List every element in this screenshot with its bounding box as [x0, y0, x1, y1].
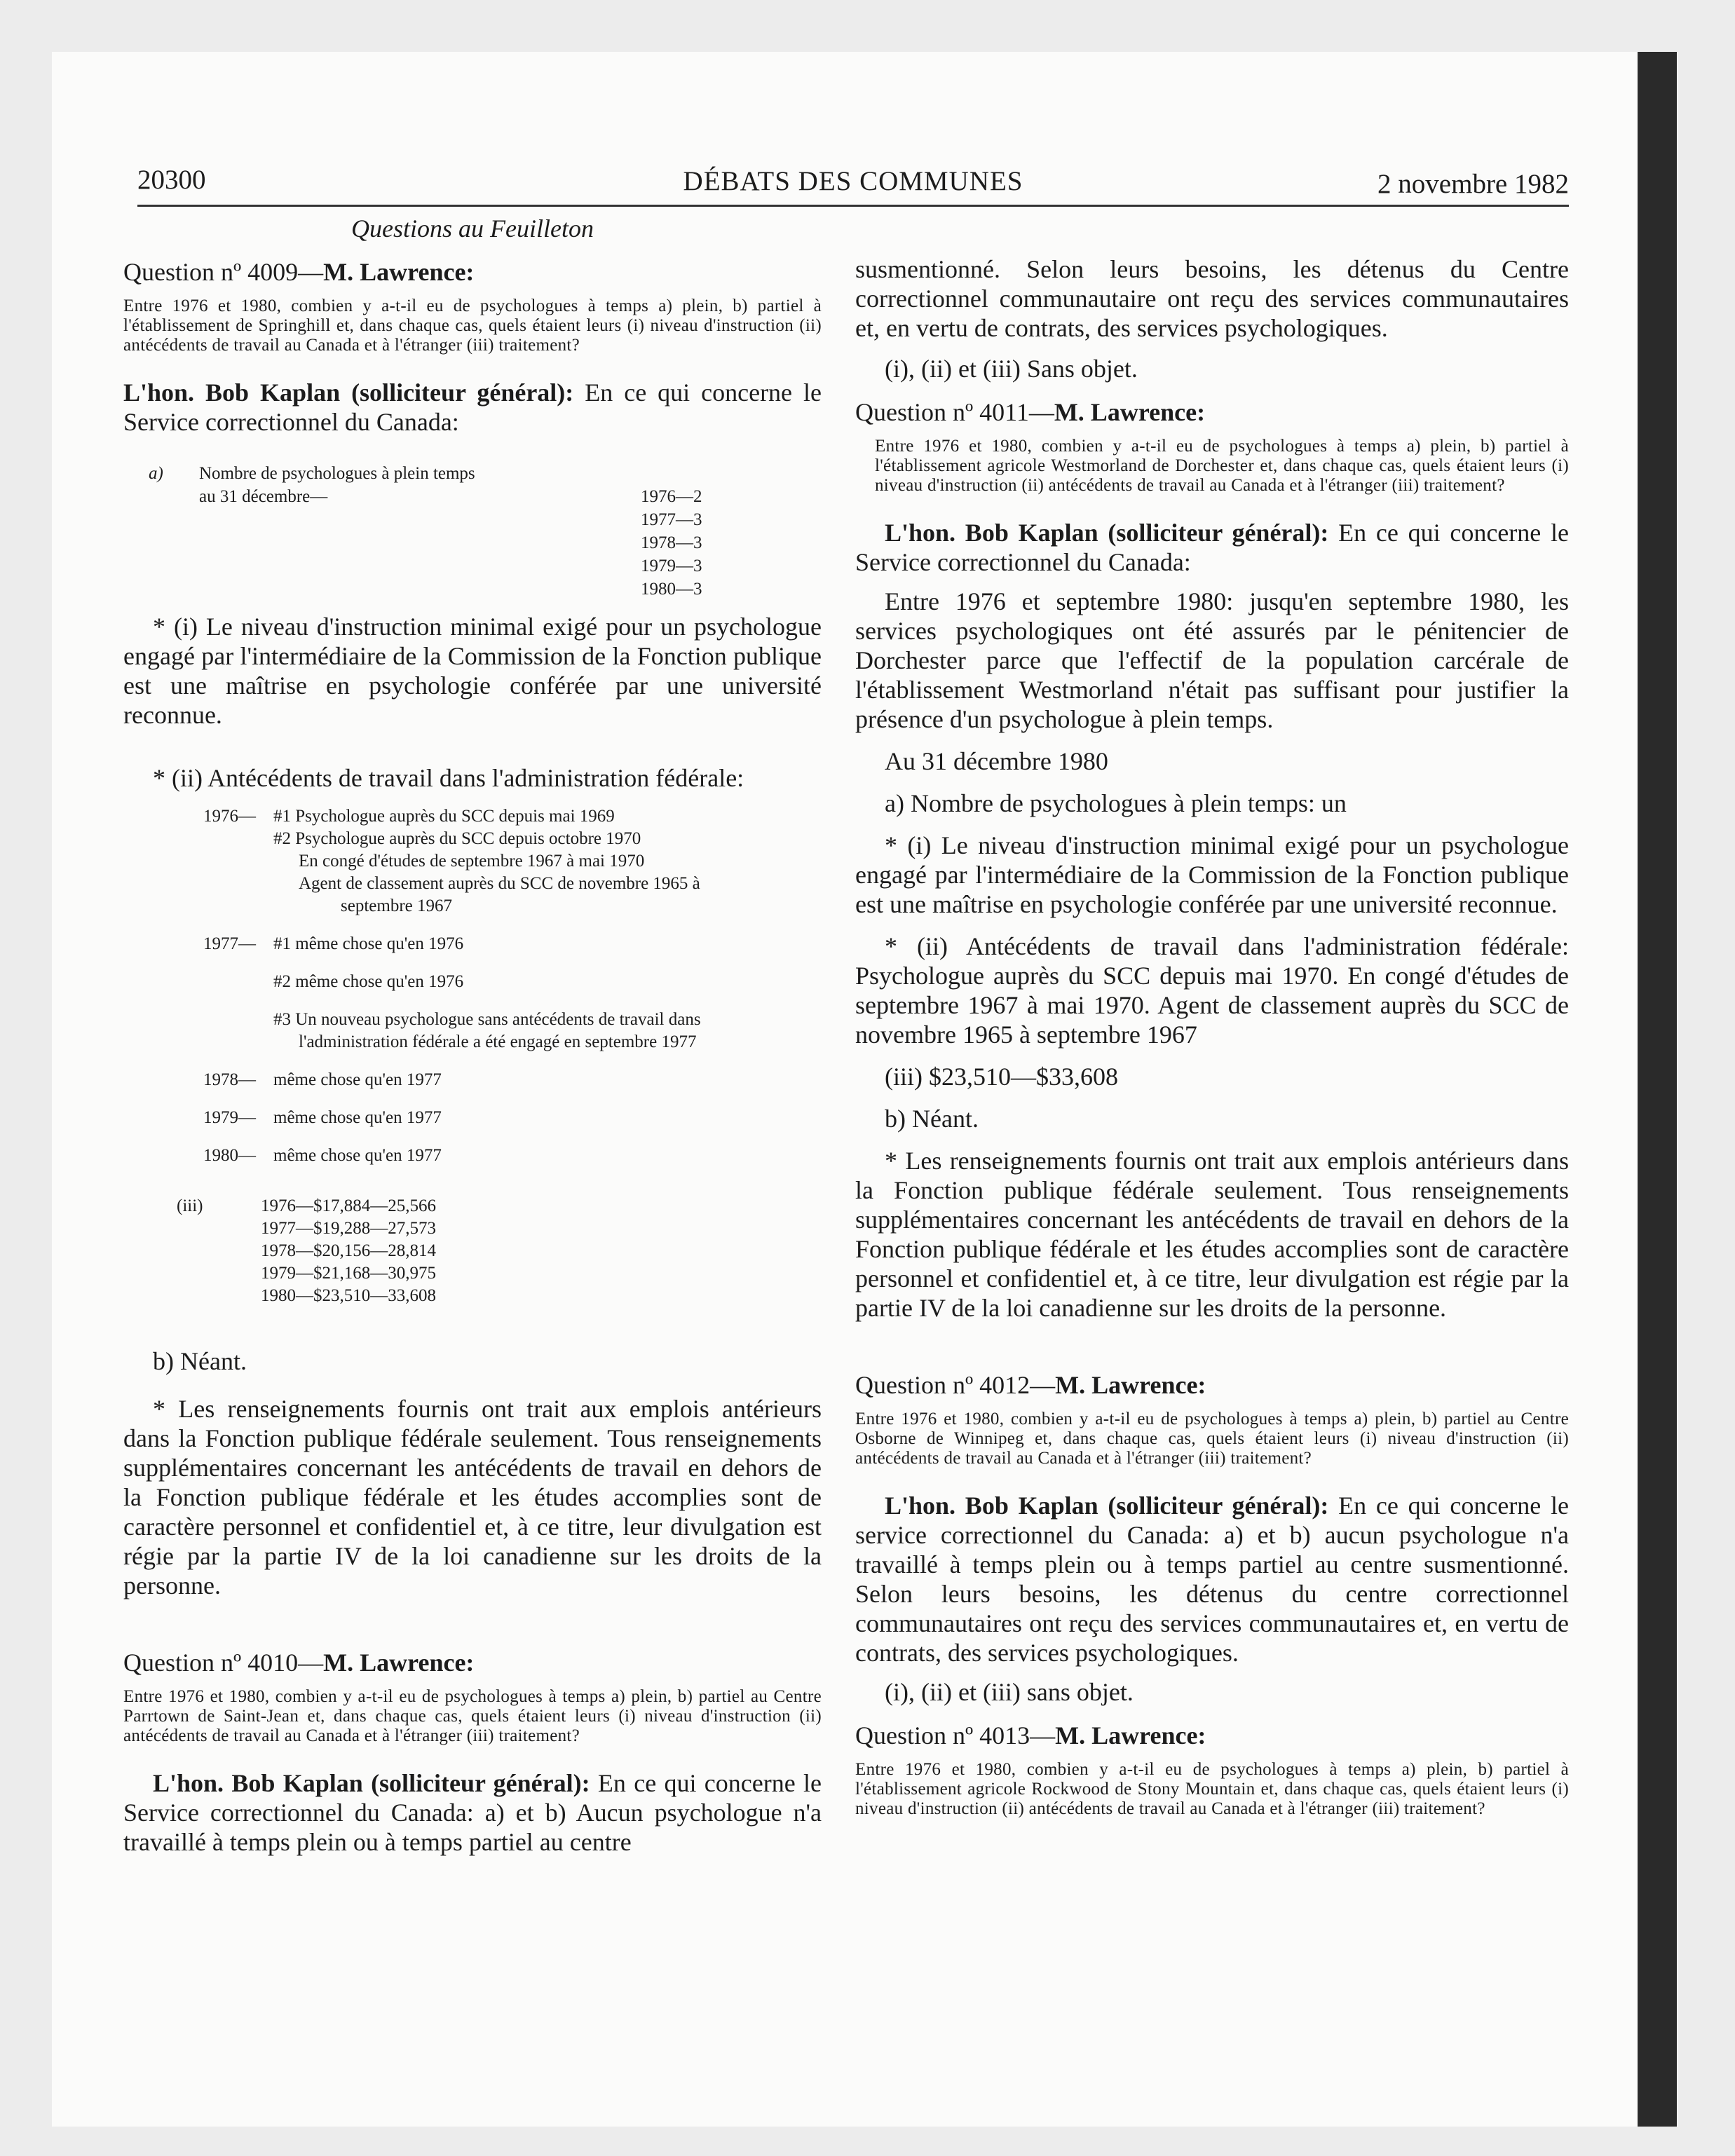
question-number: Question nº 4011—	[855, 398, 1054, 426]
member-name: M. Lawrence:	[1055, 1721, 1206, 1749]
answer-text: En ce qui concerne le Service correctionnel du Canada: a) et b) Aucun psychologue n'a travaillé à temps plein ou à temps partiel au centre	[123, 1769, 822, 1856]
history-year: 1979—	[203, 1108, 256, 1127]
history-item: l'administration fédérale a été engagé en septembre 1977	[299, 1032, 697, 1051]
question-4009-heading	[123, 257, 822, 287]
answer-text: En ce qui concerne le Service correctionnel du Canada:	[123, 378, 822, 436]
table-value: 1976—2	[641, 487, 702, 506]
speaker: L'hon. Bob Kaplan (solliciteur général):	[123, 378, 574, 407]
answer-4011-p1: Entre 1976 et septembre 1980: jusqu'en septembre 1980, les services psychologiques ont été assurés par le pénitencier de Dorchester parce que l'effectif de la population carcérale de l'établissement Westmorland n'était pas suffisant pour justifier la présence d'un psychologue à plein temps.	[855, 587, 1569, 733]
member-name: M. Lawrence:	[323, 258, 475, 286]
history-item: même chose qu'en 1977	[273, 1146, 442, 1165]
answer-4009-intro	[123, 378, 822, 437]
question-4009-text: Entre 1976 et 1980, combien y a-t-il eu de psychologues à temps a) plein, b) partiel à l'établissement de Springhill et, dans chaque cas, quels étaient leurs (i) niveau d'instruction (ii) antécédents de travail au Canada et à l'étranger (iii) traitement?	[123, 296, 822, 355]
answer-4011-p5: * (ii) Antécédents de travail dans l'administration fédérale: Psychologue auprès du SCC depuis mai 1970. En congé d'études de septembre 1967 à mai 1970. Agent de classement auprès du SCC de novembre 1965 à septembre 1967	[855, 932, 1569, 1049]
question-number: Question nº 4012—	[855, 1371, 1056, 1399]
history-item: En congé d'études de septembre 1967 à mai 1970	[299, 852, 645, 871]
scan-edge-bar	[1638, 52, 1677, 2127]
table-label: au 31 décembre—	[199, 487, 328, 506]
history-year: 1976—	[203, 807, 256, 826]
work-history-heading: * (ii) Antécédents de travail dans l'administration fédérale:	[153, 764, 744, 792]
salary-tag: (iii)	[177, 1196, 203, 1215]
question-4010-heading	[123, 1648, 822, 1677]
speaker: L'hon. Bob Kaplan (solliciteur général):	[153, 1769, 590, 1797]
answer-text: En ce qui concerne le service correctionnel du Canada: a) et b) aucun psychologue n'a travaillé à temps plein ou à temps partiel au centre susmentionné. Selon leurs besoins, les détenus du centre correctionnel communautaires ont reçu des services communautaires et, en vertu de contrats, des services psychologiques.	[855, 1492, 1569, 1667]
history-year: 1977—	[203, 934, 256, 953]
answer-4012	[855, 1491, 1569, 1667]
question-number: Question nº 4010—	[123, 1649, 324, 1677]
education-paragraph: * (i) Le niveau d'instruction minimal exigé pour un psychologue engagé par l'intermédiaire de la Commission de la Fonction publique est une maîtrise en psychologie conférée par une université reconnue.	[123, 613, 822, 729]
answer-4011-p7: b) Néant.	[885, 1105, 979, 1133]
table-label: Nombre de psychologues à plein temps	[199, 464, 475, 483]
salary-row: 1978—$20,156—28,814	[261, 1241, 436, 1260]
history-item: #3 Un nouveau psychologue sans antécédents de travail dans	[273, 1010, 701, 1029]
history-year: 1980—	[203, 1146, 256, 1165]
psychologist-count-table	[123, 462, 822, 601]
question-4013-heading	[855, 1721, 1569, 1750]
history-item: #1 même chose qu'en 1976	[273, 934, 464, 953]
history-item: même chose qu'en 1977	[273, 1070, 442, 1089]
member-name: M. Lawrence:	[1054, 398, 1206, 426]
table-value: 1980—3	[641, 580, 702, 599]
question-4012-heading	[855, 1370, 1569, 1400]
page-header	[137, 161, 1569, 207]
answer-4011-intro	[855, 518, 1569, 577]
history-item: septembre 1967	[341, 896, 452, 915]
history-item: même chose qu'en 1977	[273, 1108, 442, 1127]
member-name: M. Lawrence:	[323, 1649, 475, 1677]
publication-date: 2 novembre 1982	[1377, 169, 1569, 199]
salary-table	[123, 1195, 822, 1307]
answer-4010-continued: susmentionné. Selon leurs besoins, les détenus du Centre correctionnel communautaire ont reçu des services communautaires et, en vertu de contrats, des services psychologiques.	[855, 255, 1569, 342]
page-number: 20300	[137, 165, 206, 195]
right-column	[855, 214, 1569, 1841]
work-history-list	[123, 805, 822, 1167]
item-marker: a)	[149, 464, 163, 483]
table-value: 1979—3	[641, 557, 702, 575]
member-name: M. Lawrence:	[1055, 1371, 1206, 1399]
question-4010-text: Entre 1976 et 1980, combien y a-t-il eu de psychologues à temps a) plein, b) partiel au Centre Parrtown de Saint-Jean et, dans chaque cas, quels étaient leurs (i) niveau d'instruction (ii) antécédents de travail au Canada et à l'étranger (iii) traitement?	[123, 1687, 822, 1745]
history-year: 1978—	[203, 1070, 256, 1089]
answer-4010	[123, 1768, 822, 1857]
answer-4011-p2: Au 31 décembre 1980	[885, 747, 1108, 775]
salary-row: 1976—$17,884—25,566	[261, 1196, 436, 1215]
salary-row: 1980—$23,510—33,608	[261, 1286, 436, 1305]
speaker: L'hon. Bob Kaplan (solliciteur général):	[885, 519, 1329, 547]
table-value: 1978—3	[641, 533, 702, 552]
answer-text: En ce qui concerne le Service correctionnel du Canada:	[855, 519, 1569, 576]
history-item: Agent de classement auprès du SCC de novembre 1965 à	[299, 874, 700, 893]
question-number: Question nº 4013—	[855, 1721, 1056, 1749]
question-4012-text: Entre 1976 et 1980, combien y a-t-il eu de psychologues à temps a) plein, b) partiel au Centre Osborne de Winnipeg et, dans chaque cas, quels étaient leurs (i) niveau d'instruction (ii) antécédents de travail au Canada et à l'étranger (iii) traitement?	[855, 1410, 1569, 1468]
question-4013-text: Entre 1976 et 1980, combien y a-t-il eu de psychologues à temps a) plein, b) partiel à l'établissement agricole Rockwood de Stony Mountain et, dans chaque cas, quels étaient leurs (i) niveau d'instruction (ii) antécédents de travail au Canada et à l'étranger (iii) traitement?	[855, 1760, 1569, 1818]
answer-4012-iii: (i), (ii) et (iii) sans objet.	[885, 1678, 1134, 1706]
answer-4011-p4: * (i) Le niveau d'instruction minimal exigé pour un psychologue engagé par l'intermédiaire de la Commission de la Fonction publique est une maîtrise en psychologie conférée par une université reconnue.	[855, 831, 1569, 918]
table-value: 1977—3	[641, 510, 702, 529]
question-number: Question nº 4009—	[123, 258, 324, 286]
speaker: L'hon. Bob Kaplan (solliciteur général):	[885, 1492, 1329, 1520]
b-answer: b) Néant.	[153, 1347, 247, 1375]
publication-title: DÉBATS DES COMMUNES	[683, 166, 1023, 196]
question-4011-text: Entre 1976 et 1980, combien y a-t-il eu de psychologues à temps a) plein, b) partiel à l'établissement agricole Westmorland de Dorchester et, dans chaque cas, quels étaient leurs (i) niveau d'instruction (ii) antécédents de travail au Canada et à l'étranger (iii) traitement?	[875, 437, 1569, 495]
confidentiality-note: * Les renseignements fournis ont trait aux emplois antérieurs dans la Fonction publique fédérale seulement. Tous renseignements supplémentaires concernant les antécédents de travail en dehors de la Fonction publique fédérale et les études accomplies sont de caractère personnel et confidentiel et, à ce titre, leur divulgation est régie par la partie IV de la loi canadienne sur les droits de la personne.	[855, 1147, 1569, 1322]
left-column	[123, 214, 822, 1876]
question-4011-heading	[855, 397, 1569, 427]
history-item: #1 Psychologue auprès du SCC depuis mai 1969	[273, 807, 615, 826]
history-item: #2 Psychologue auprès du SCC depuis octobre 1970	[273, 829, 641, 848]
answer-4011-p3: a) Nombre de psychologues à plein temps: un	[885, 789, 1347, 817]
answer-4011-p6: (iii) $23,510—$33,608	[885, 1063, 1118, 1091]
salary-row: 1979—$21,168—30,975	[261, 1264, 436, 1283]
confidentiality-note: * Les renseignements fournis ont trait aux emplois antérieurs dans la Fonction publique fédérale seulement. Tous renseignements supplémentaires concernant les antécédents de travail en dehors de la Fonction publique fédérale et les études accomplies sont de caractère personnel et confidentiel et, à ce titre, leur divulgation est régie par la partie IV de la loi canadienne sur les droits de la personne.	[123, 1395, 822, 1599]
salary-row: 1977—$19,288—27,573	[261, 1219, 436, 1238]
section-title: Questions au Feuilleton	[351, 214, 594, 243]
answer-4010-iii: (i), (ii) et (iii) Sans objet.	[885, 355, 1138, 383]
history-item: #2 même chose qu'en 1976	[273, 972, 464, 991]
